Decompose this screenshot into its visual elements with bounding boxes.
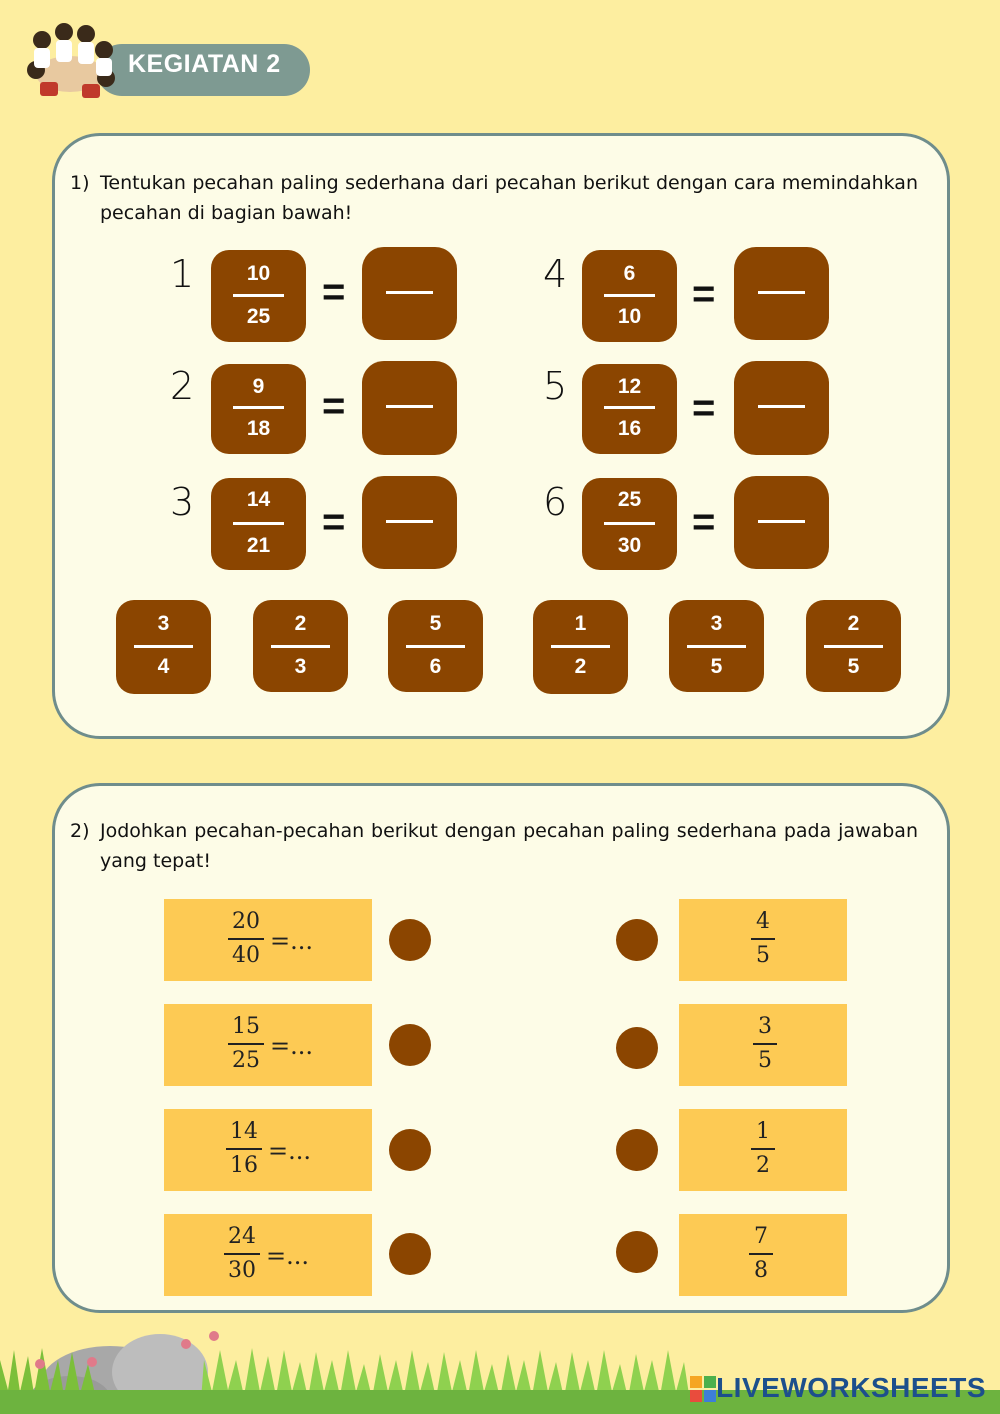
fraction-bar: [753, 1043, 777, 1045]
right-connector-dot[interactable]: [616, 919, 658, 961]
equals-ellipsis: =...: [270, 1032, 313, 1060]
numerator: 1: [756, 1119, 770, 1144]
numerator: 5: [429, 612, 442, 635]
question-number: 5: [543, 364, 568, 408]
fraction-bar: [687, 645, 746, 648]
numerator: 3: [758, 1014, 772, 1039]
fraction-bar: [406, 645, 465, 648]
denominator: 5: [847, 655, 860, 678]
exercise-number: 2): [70, 820, 90, 842]
fraction-bar: [751, 938, 775, 940]
fraction-bar: [233, 522, 284, 525]
children-illustration: [20, 22, 120, 102]
fraction-bar: [824, 645, 883, 648]
question-fraction: [582, 478, 677, 570]
question-number: 1: [170, 252, 195, 296]
question-fraction: [211, 364, 306, 454]
fraction: [751, 909, 775, 969]
denominator: 18: [246, 417, 271, 440]
answer-drop-zone[interactable]: [362, 247, 457, 340]
option-fraction-tile[interactable]: [806, 600, 901, 692]
instruction-text: Jodohkan pecahan-pecahan berikut dengan pecahan paling sederhana pada jawaban yang tepat!: [100, 820, 918, 872]
equals-sign: =: [322, 500, 346, 544]
fraction-bar: [134, 645, 193, 648]
denominator: 16: [230, 1153, 258, 1178]
right-connector-dot[interactable]: [616, 1129, 658, 1171]
fraction: [753, 1014, 777, 1074]
numerator: 24: [228, 1224, 256, 1249]
fraction-bar: [233, 406, 284, 409]
numerator: 4: [756, 909, 770, 934]
option-fraction-tile[interactable]: [253, 600, 348, 692]
equals-ellipsis: =...: [266, 1242, 309, 1270]
fraction: [226, 1119, 262, 1179]
denominator: 10: [617, 305, 642, 328]
fraction-bar: [226, 1148, 262, 1150]
denominator: 2: [756, 1153, 770, 1178]
match-question-box: [164, 1004, 372, 1086]
numerator: 14: [230, 1119, 258, 1144]
numerator: 25: [617, 488, 642, 511]
answer-drop-zone[interactable]: [362, 476, 457, 569]
exercise-number: 1): [70, 172, 90, 194]
fraction-bar: [551, 645, 610, 648]
option-fraction-tile[interactable]: [669, 600, 764, 692]
denominator: 5: [758, 1048, 772, 1073]
fraction-bar: [228, 938, 264, 940]
match-answer-box: [679, 1214, 847, 1296]
fraction-bar: [749, 1253, 773, 1255]
denominator: 25: [246, 305, 271, 328]
left-connector-dot[interactable]: [389, 1233, 431, 1275]
question-fraction: [582, 364, 677, 454]
denominator: 4: [157, 655, 170, 678]
numerator: 1: [574, 612, 587, 635]
equals-ellipsis: =...: [268, 1137, 311, 1165]
liveworksheets-logo-icon: [690, 1376, 716, 1402]
question-fraction: [211, 250, 306, 342]
match-answer-box: [679, 899, 847, 981]
fraction-bar: [228, 1043, 264, 1045]
question-fraction: [211, 478, 306, 570]
fraction: [228, 909, 264, 969]
answer-drop-zone[interactable]: [362, 361, 457, 455]
numerator: 12: [617, 375, 642, 398]
match-answer-box: [679, 1004, 847, 1086]
equals-ellipsis: =...: [270, 927, 313, 955]
left-connector-dot[interactable]: [389, 1129, 431, 1171]
numerator: 3: [710, 612, 723, 635]
fraction-bar: [386, 405, 433, 408]
denominator: 30: [228, 1258, 256, 1283]
denominator: 2: [574, 655, 587, 678]
right-connector-dot[interactable]: [616, 1231, 658, 1273]
denominator: 21: [246, 534, 271, 557]
numerator: 9: [252, 375, 265, 398]
equals-sign: =: [692, 500, 716, 544]
answer-drop-zone[interactable]: [734, 361, 829, 455]
fraction: [228, 1014, 264, 1074]
match-question-box: [164, 899, 372, 981]
right-connector-dot[interactable]: [616, 1027, 658, 1069]
numerator: 3: [157, 612, 170, 635]
fraction-bar: [604, 522, 655, 525]
fraction: [224, 1224, 260, 1284]
denominator: 30: [617, 534, 642, 557]
numerator: 20: [232, 909, 260, 934]
option-fraction-tile[interactable]: [116, 600, 211, 694]
match-question-box: [164, 1109, 372, 1191]
fraction-bar: [224, 1253, 260, 1255]
fraction-bar: [751, 1148, 775, 1150]
instruction-text: Tentukan pecahan paling sederhana dari pecahan berikut dengan cara memindahkan pecahan di bagian bawah!: [100, 172, 918, 224]
denominator: 5: [756, 943, 770, 968]
numerator: 2: [294, 612, 307, 635]
equals-sign: =: [322, 270, 346, 314]
equals-sign: =: [692, 272, 716, 316]
left-connector-dot[interactable]: [389, 1024, 431, 1066]
match-answer-box: [679, 1109, 847, 1191]
option-fraction-tile[interactable]: [388, 600, 483, 692]
numerator: 7: [754, 1224, 768, 1249]
numerator: 2: [847, 612, 860, 635]
answer-drop-zone[interactable]: [734, 476, 829, 569]
fraction-bar: [233, 294, 284, 297]
liveworksheets-logo: LIVEWORKSHEETS: [716, 1372, 986, 1403]
fraction-bar: [271, 645, 330, 648]
fraction-bar: [758, 520, 805, 523]
fraction: [749, 1224, 773, 1284]
denominator: 5: [710, 655, 723, 678]
left-connector-dot[interactable]: [389, 919, 431, 961]
question-fraction: [582, 250, 677, 342]
numerator: 15: [232, 1014, 260, 1039]
denominator: 3: [294, 655, 307, 678]
question-number: 6: [543, 480, 568, 524]
fraction-bar: [386, 520, 433, 523]
match-question-box: [164, 1214, 372, 1296]
denominator: 25: [232, 1048, 260, 1073]
question-number: 3: [170, 480, 195, 524]
numerator: 6: [623, 262, 636, 285]
activity-title: KEGIATAN 2: [128, 50, 281, 78]
fraction-bar: [386, 291, 433, 294]
option-fraction-tile[interactable]: [533, 600, 628, 694]
fraction-bar: [604, 294, 655, 297]
answer-drop-zone[interactable]: [734, 247, 829, 340]
fraction-bar: [758, 405, 805, 408]
question-number: 4: [543, 252, 568, 296]
fraction-bar: [604, 406, 655, 409]
equals-sign: =: [322, 384, 346, 428]
numerator: 10: [246, 262, 271, 285]
denominator: 6: [429, 655, 442, 678]
fraction: [751, 1119, 775, 1179]
numerator: 14: [246, 488, 271, 511]
denominator: 16: [617, 417, 642, 440]
denominator: 40: [232, 943, 260, 968]
equals-sign: =: [692, 386, 716, 430]
denominator: 8: [754, 1258, 768, 1283]
fraction-bar: [758, 291, 805, 294]
question-number: 2: [170, 364, 195, 408]
